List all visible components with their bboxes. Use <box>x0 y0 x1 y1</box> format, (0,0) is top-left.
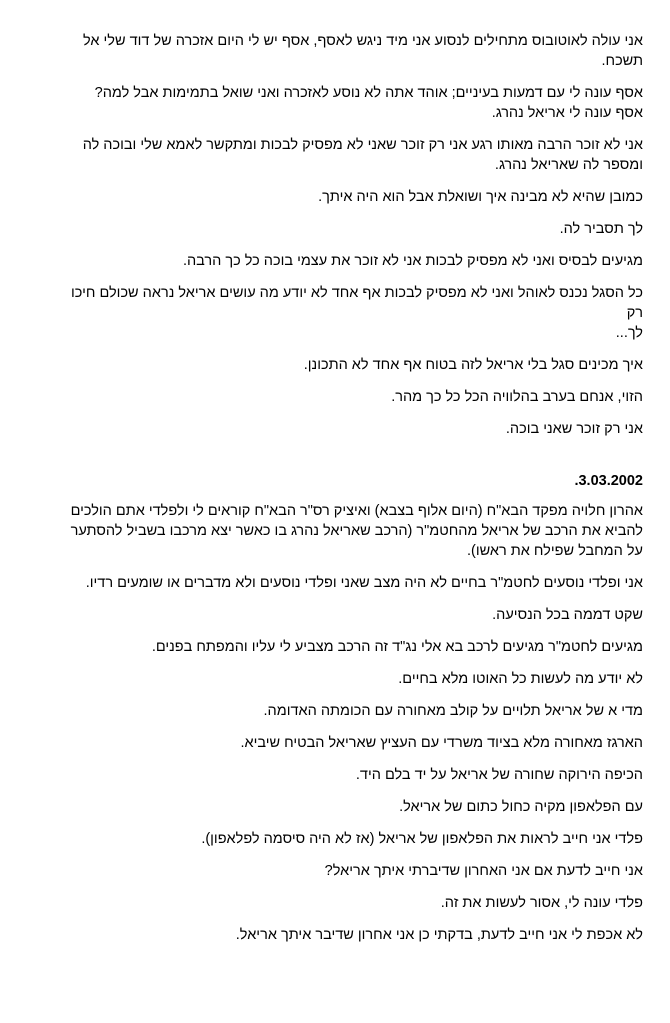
paragraph <box>58 31 643 71</box>
text-line: על המחבל שפילח את ראשו). <box>466 543 643 559</box>
document-body <box>58 31 643 957</box>
paragraph <box>58 925 643 945</box>
text-line: הארגז מאחורה מלא בציוד משרדי עם העציץ שאריאל הבטיח שיביא. <box>240 735 643 751</box>
paragraph <box>58 83 643 123</box>
text-line: לך תסביר לה. <box>559 221 643 237</box>
text-line: שקט דממה בכל הנסיעה. <box>492 607 643 623</box>
text-line: מגיעים לבסיס ואני לא מפסיק לבכות אני לא זוכר את עצמי בוכה כל כך הרבה. <box>182 253 643 269</box>
text-line: ומספר לה שאריאל נהרג. <box>494 157 643 173</box>
paragraph <box>58 573 643 593</box>
paragraph <box>58 861 643 881</box>
paragraph <box>58 829 643 849</box>
paragraph <box>58 669 643 689</box>
text-line: הזוי, אנחם בערב בהלוויה הכל כל כך מהר. <box>391 389 643 405</box>
paragraph <box>58 283 643 343</box>
text-line: אני לא זוכר הרבה מאותו רגע אני רק זוכר שאני לא מפסיק לבכות ומתקשר לאמא שלי ובוכה לה <box>82 137 643 153</box>
paragraph <box>58 387 643 407</box>
paragraph <box>58 701 643 721</box>
text-line: תשכח. <box>601 53 643 69</box>
text-line: לך... <box>615 325 643 341</box>
text-line: להביא את הרכב של אריאל מהחטמ"ר (הרכב שאריאל נהרג בו כאשר יצא מרכבו בשביל להסתער <box>70 523 643 539</box>
text-line: הכיפה הירוקה שחורה של אריאל על יד בלם היד. <box>355 767 643 783</box>
text-line: לא יודע מה לעשות כל האוטו מלא בחיים. <box>398 671 643 687</box>
paragraph <box>58 419 643 439</box>
paragraph <box>58 733 643 753</box>
paragraph <box>58 637 643 657</box>
paragraph <box>58 605 643 625</box>
section-before-date <box>58 31 643 439</box>
paragraph <box>58 219 643 239</box>
section-after-date <box>58 501 643 945</box>
text-line: אני עולה לאוטובוס מתחילים לנסוע אני מיד ניגש לאסף, אסף יש לי היום אזכרה של דוד שלי אל <box>83 33 643 49</box>
paragraph <box>58 251 643 271</box>
paragraph <box>58 135 643 175</box>
paragraph <box>58 765 643 785</box>
text-line: איך מכינים סגל בלי אריאל לזה בטוח אף אחד לא התכונן. <box>303 357 643 373</box>
text-line: אסף עונה לי אריאל נהרג. <box>491 105 643 121</box>
text-line: כל הסגל נכנס לאוהל ואני לא מפסיק לבכות אף אחד לא יודע מה עושים אריאל נראה שכולם חיכו רק <box>71 285 643 321</box>
paragraph <box>58 893 643 913</box>
text-line: אהרון חלויה מפקד הבא"ח (היום אלוף בצבא) ואיציק רס"ר הבא"ח קוראים לי ולפלדי אתם הולכים <box>70 503 643 519</box>
paragraph <box>58 187 643 207</box>
paragraph <box>58 797 643 817</box>
text-line: לא אכפת לי אני חייב לדעת, בדקתי כן אני אחרון שדיבר איתך אריאל. <box>235 927 643 943</box>
paragraph <box>58 355 643 375</box>
text-line: אני ופלדי נוסעים לחטמ"ר בחיים לא היה מצב שאני ופלדי נוסעים ולא מדברים או שומעים רדיו. <box>85 575 643 591</box>
text-line: כמובן שהיא לא מבינה איך ושואלת אבל הוא היה איתך. <box>318 189 643 205</box>
section-gap <box>58 451 643 471</box>
text-line: פלדי עונה לי, אסור לעשות את זה. <box>440 895 643 911</box>
paragraph <box>58 501 643 561</box>
text-line: אני רק זוכר שאני בוכה. <box>505 421 643 437</box>
text-line: עם הפלאפון מקיה כחול כתום של אריאל. <box>399 799 643 815</box>
text-line: אני חייב לדעת אם אני האחרון שדיברתי איתך אריאל? <box>324 863 643 879</box>
text-line: מדי א של אריאל תלויים על קולב מאחורה עם הכומתה האדומה. <box>263 703 643 719</box>
text-line: אסף עונה לי עם דמעות בעיניים; אוהד אתה לא נוסע לאזכרה ואני שואל בתמימות אבל למה? <box>94 85 643 101</box>
date-heading: .3.03.2002 <box>574 473 643 489</box>
text-line: מגיעים לחטמ"ר מגיעים לרכב בא אלי נג"ד זה הרכב מצביע לי עליו והמפתח בפנים. <box>151 639 643 655</box>
text-line: פלדי אני חייב לראות את הפלאפון של אריאל (אז לא היה סיסמה לפלאפון). <box>201 831 643 847</box>
